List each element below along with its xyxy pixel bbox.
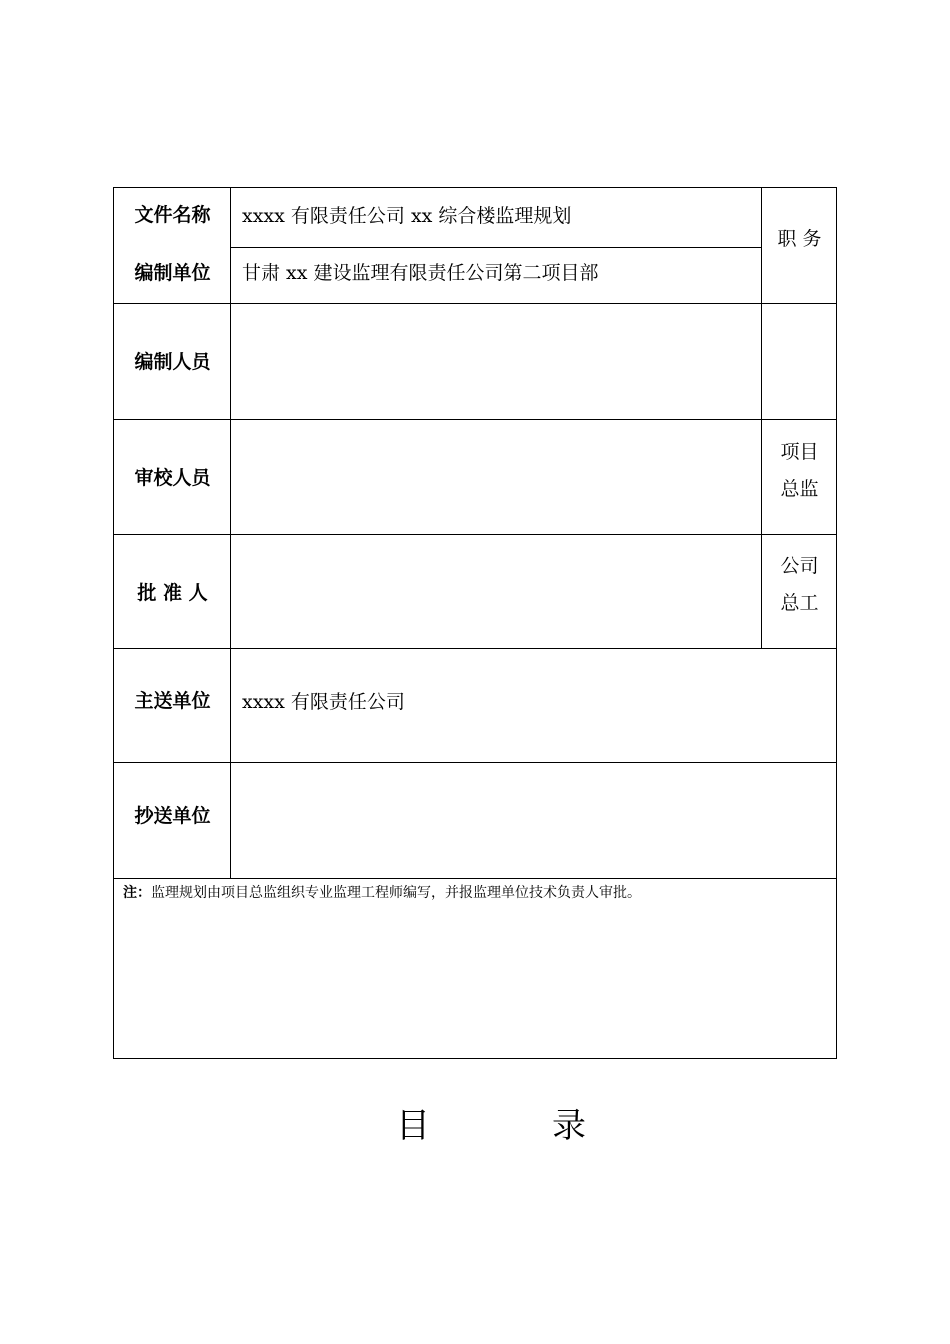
row-label-main-recipient: 主送单位: [134, 689, 211, 712]
note-prefix: 注：: [123, 885, 151, 901]
duty-header: 职 务: [777, 228, 822, 250]
approve-role-line-1: 公司: [780, 555, 819, 577]
note-text: 监理规划由项目总监组织专业监理工程师编写，并报监理单位技术负责人审批。: [151, 885, 641, 901]
toc-heading-char-1: 目: [396, 1106, 430, 1146]
file-name-value: xxxx 有限责任公司 xx 综合楼监理规划: [242, 204, 572, 227]
review-role-line-2: 总监: [780, 478, 819, 500]
main-recipient-value: xxxx 有限责任公司: [242, 690, 405, 713]
approve-role-line-2: 总工: [780, 592, 819, 614]
compiling-unit-value: 甘肃 xx 建设监理有限责任公司第二项目部: [242, 261, 599, 284]
toc-heading-char-2: 录: [552, 1106, 586, 1146]
approval-note: [123, 882, 641, 902]
toc-heading: [0, 1098, 950, 1146]
row-label-approver: 批 准 人: [137, 581, 208, 604]
row-label-cc-recipient: 抄送单位: [134, 804, 211, 827]
document-info-table: [113, 187, 837, 1059]
row-label-reviewers: 审校人员: [134, 467, 211, 489]
row-label-file-name: 文件名称: [134, 203, 211, 226]
review-role-line-1: 项目: [780, 441, 819, 463]
row-label-compilers: 编制人员: [134, 351, 211, 373]
row-label-compiling-unit: 编制单位: [134, 261, 211, 284]
grid-line: [114, 878, 836, 879]
